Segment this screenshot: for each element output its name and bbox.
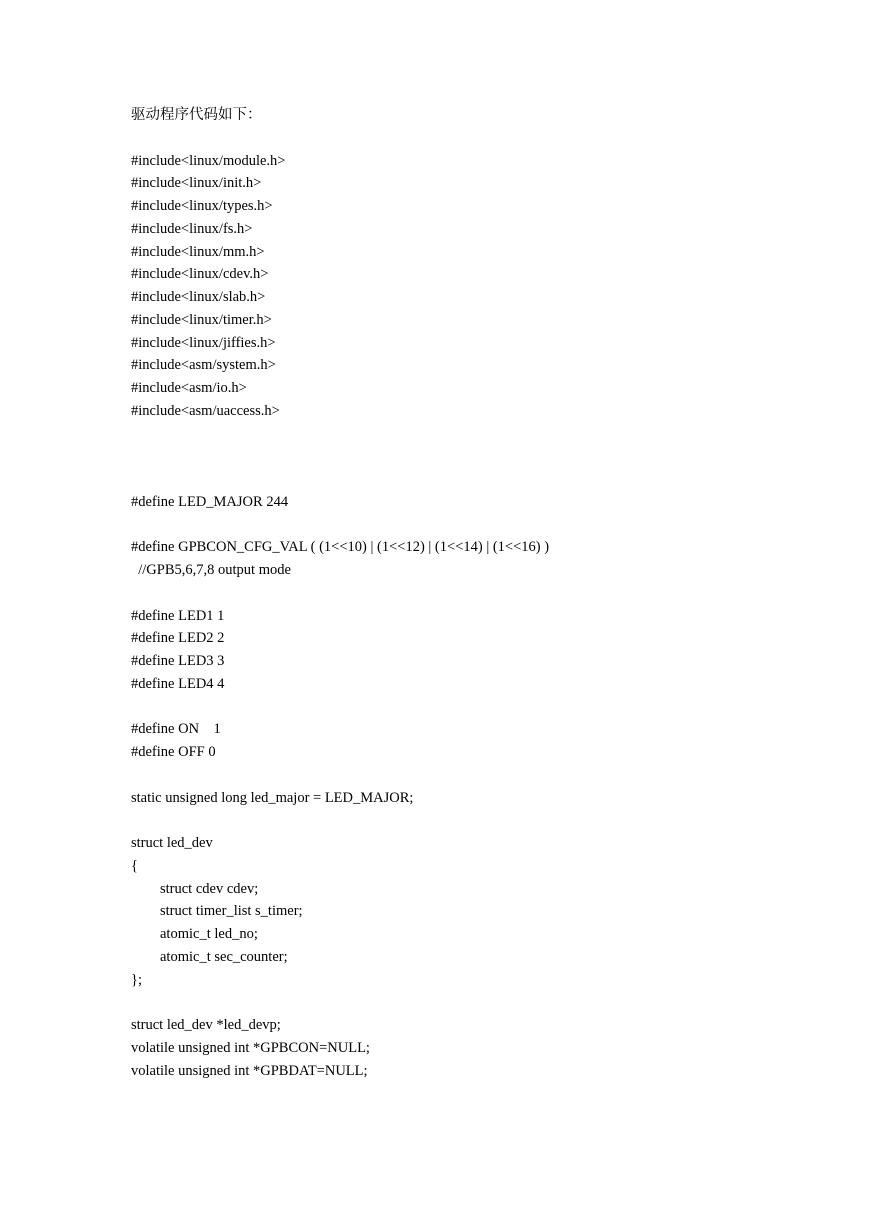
code-line: #define LED4 4 (131, 675, 225, 692)
code-line: #define GPBCON_CFG_VAL ( (1<<10) | (1<<12) | (1<<14) | (1<<16) ) (131, 539, 550, 556)
code-line: volatile unsigned int *GPBDAT=NULL; (131, 1062, 368, 1079)
code-line: volatile unsigned int *GPBCON=NULL; (131, 1039, 370, 1056)
code-line: atomic_t sec_counter; (131, 948, 288, 965)
code-line (131, 809, 831, 832)
code-line: #define OFF 0 (131, 744, 216, 760)
code-line: #include<linux/init.h> (131, 175, 262, 192)
code-line: #include<asm/uaccess.h> (131, 402, 280, 419)
code-line (131, 423, 831, 446)
code-line: struct led_dev (131, 835, 213, 851)
code-line: #define LED1 1 (131, 607, 225, 624)
code-line: #include<linux/types.h> (131, 198, 273, 214)
code-line (131, 582, 831, 605)
code-block (131, 127, 831, 1083)
code-line: }; (131, 971, 142, 988)
code-line: #define LED_MAJOR 244 (131, 493, 289, 510)
code-line: #include<asm/system.h> (131, 357, 276, 374)
code-listing (131, 104, 831, 1082)
code-line: atomic_t led_no; (131, 926, 258, 942)
code-line: struct timer_list s_timer; (131, 903, 303, 920)
code-line (131, 764, 831, 787)
code-line: #include<linux/slab.h> (131, 289, 266, 305)
code-line: #include<linux/mm.h> (131, 243, 265, 260)
code-line: #include<linux/timer.h> (131, 311, 272, 328)
code-line: #include<linux/jiffies.h> (131, 334, 276, 351)
code-line: struct led_dev *led_devp; (131, 1017, 281, 1033)
code-line: struct cdev cdev; (131, 880, 259, 897)
code-line (131, 127, 831, 150)
code-line: #define LED3 3 (131, 653, 225, 669)
code-line (131, 445, 831, 468)
code-line: #include<asm/io.h> (131, 380, 247, 396)
code-line: #define ON 1 (131, 721, 221, 738)
code-line (131, 514, 831, 537)
code-line: #include<linux/fs.h> (131, 220, 253, 237)
code-line (131, 468, 831, 491)
code-line: static unsigned long led_major = LED_MAJOR; (131, 789, 414, 806)
code-line: //GPB5,6,7,8 output mode (131, 562, 291, 578)
code-line (131, 696, 831, 719)
code-line (131, 991, 831, 1014)
code-line: { (131, 857, 138, 874)
document-heading: 驱动程序代码如下： (131, 107, 262, 123)
code-line: #include<linux/cdev.h> (131, 266, 269, 283)
code-line: #include<linux/module.h> (131, 152, 286, 169)
code-line: #define LED2 2 (131, 630, 225, 647)
